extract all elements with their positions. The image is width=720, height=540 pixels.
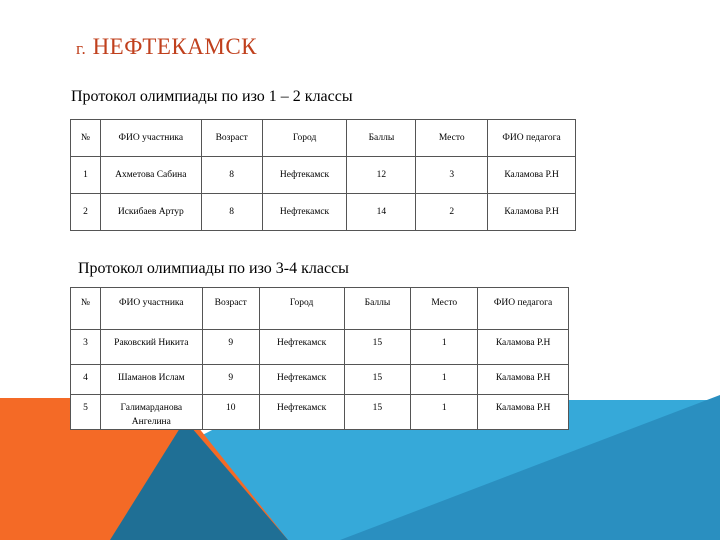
col-age: Возраст — [201, 120, 262, 157]
cell-place: 2 — [416, 194, 488, 231]
protocol-1-heading: Протокол олимпиады по изо 1 – 2 классы — [71, 88, 353, 105]
cell-number: 4 — [71, 365, 101, 395]
title-prefix: г. — [76, 39, 87, 58]
table-header-row — [71, 120, 576, 157]
col-teacher: ФИО педагога — [488, 120, 576, 157]
cell-score: 14 — [347, 194, 416, 231]
cell-age: 8 — [201, 157, 262, 194]
cell-name: Ахметова Сабина — [100, 157, 201, 194]
cell-number: 5 — [71, 395, 101, 430]
cell-city: Нефтекамск — [259, 395, 344, 430]
col-score: Баллы — [344, 288, 411, 330]
cell-number: 2 — [71, 194, 101, 231]
cell-name: Искибаев Артур — [100, 194, 201, 231]
table-row — [71, 157, 576, 194]
cell-place: 3 — [416, 157, 488, 194]
cell-teacher: Каламова Р.Н — [488, 157, 576, 194]
protocol-2-heading: Протокол олимпиады по изо 3-4 классы — [78, 260, 349, 277]
cell-place: 1 — [411, 330, 478, 365]
protocol-1-table — [70, 119, 576, 231]
col-number: № — [71, 288, 101, 330]
cell-teacher: Каламова Р.Н — [478, 365, 569, 395]
table-row — [71, 330, 569, 365]
cell-name: Раковский Никита — [100, 330, 202, 365]
cell-age: 9 — [202, 365, 259, 395]
cell-place: 1 — [411, 365, 478, 395]
col-name: ФИО участника — [100, 120, 201, 157]
cell-number: 3 — [71, 330, 101, 365]
table-row — [71, 194, 576, 231]
cell-number: 1 — [71, 157, 101, 194]
cell-age: 8 — [201, 194, 262, 231]
cell-score: 15 — [344, 395, 411, 430]
table-row — [71, 365, 569, 395]
col-city: Город — [262, 120, 347, 157]
cell-teacher: Каламова Р.Н — [478, 330, 569, 365]
cell-age: 9 — [202, 330, 259, 365]
cell-score: 15 — [344, 330, 411, 365]
cell-age: 10 — [202, 395, 259, 430]
page-title — [76, 34, 257, 60]
col-place: Место — [416, 120, 488, 157]
table-header-row — [71, 288, 569, 330]
protocol-2-table — [70, 287, 569, 430]
title-city: НЕФТЕКАМСК — [92, 34, 258, 59]
cell-teacher: Каламова Р.Н — [478, 395, 569, 430]
cell-score: 12 — [347, 157, 416, 194]
col-number: № — [71, 120, 101, 157]
cell-city: Нефтекамск — [262, 194, 347, 231]
col-city: Город — [259, 288, 344, 330]
col-score: Баллы — [347, 120, 416, 157]
col-name: ФИО участника — [100, 288, 202, 330]
col-teacher: ФИО педагога — [478, 288, 569, 330]
cell-place: 1 — [411, 395, 478, 430]
cell-teacher: Каламова Р.Н — [488, 194, 576, 231]
col-place: Место — [411, 288, 478, 330]
cell-city: Нефтекамск — [259, 330, 344, 365]
col-age: Возраст — [202, 288, 259, 330]
table-row — [71, 395, 569, 430]
cell-name: Галимарданова Ангелина — [100, 395, 202, 430]
cell-city: Нефтекамск — [259, 365, 344, 395]
cell-city: Нефтекамск — [262, 157, 347, 194]
cell-score: 15 — [344, 365, 411, 395]
cell-name: Шаманов Ислам — [100, 365, 202, 395]
